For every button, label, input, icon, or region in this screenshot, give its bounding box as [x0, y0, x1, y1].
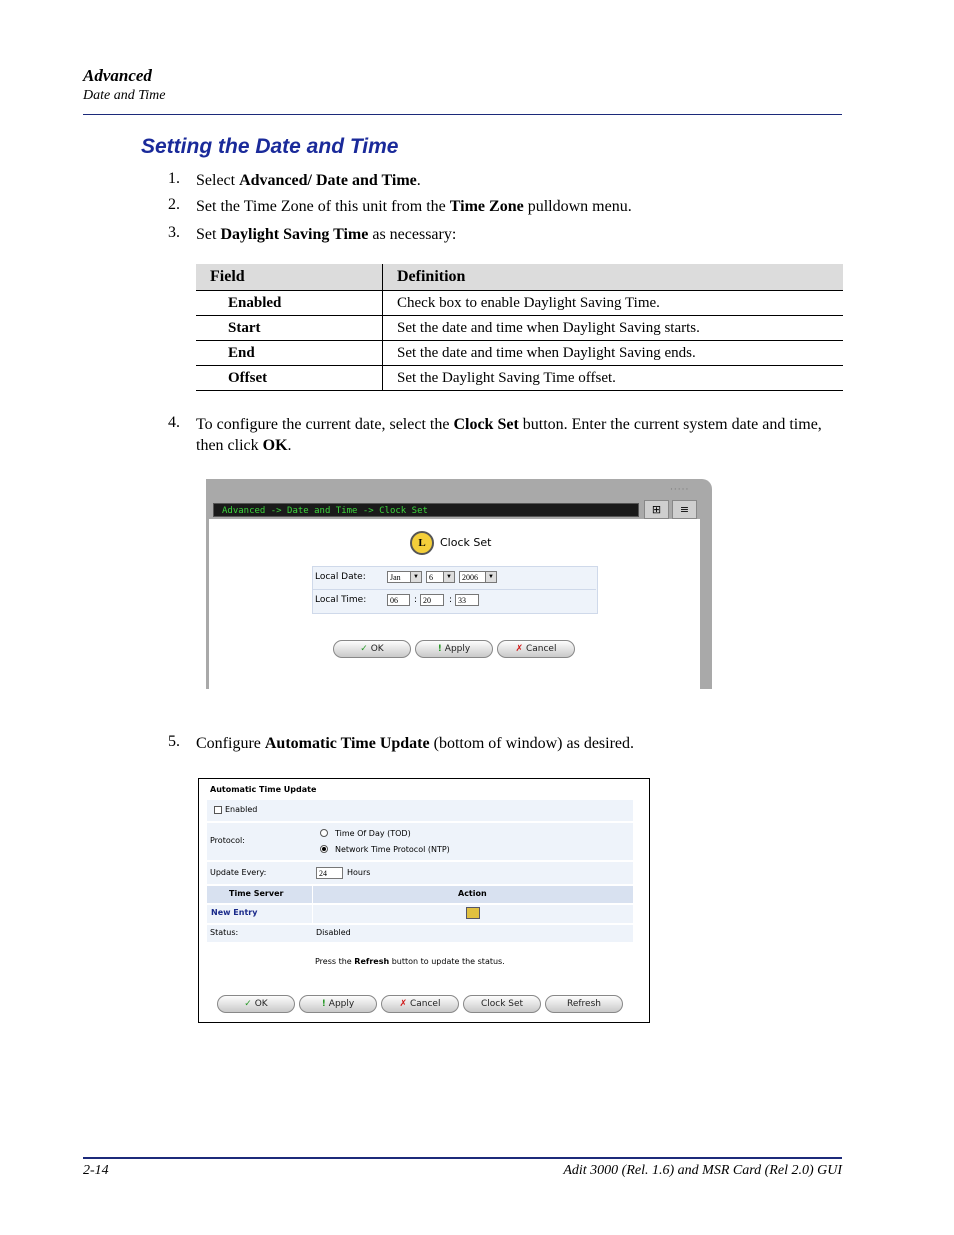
- clock-icon: L: [410, 531, 434, 555]
- status-row: [207, 925, 633, 942]
- form-divider: [312, 589, 596, 590]
- enabled-checkbox[interactable]: [214, 806, 222, 814]
- page-title: Setting the Date and Time: [141, 135, 399, 158]
- note-bold: Refresh: [354, 957, 390, 966]
- note-text: Press the: [315, 957, 355, 966]
- ntp-radio[interactable]: [320, 845, 328, 853]
- auto-update-heading: Automatic Time Update: [210, 785, 317, 794]
- apply-label: Apply: [328, 999, 355, 1009]
- enabled-row: [207, 800, 633, 821]
- step-bold: Advanced/ Date and Time: [239, 172, 417, 189]
- step-number: 1.: [168, 170, 180, 187]
- step-text: .: [287, 437, 292, 454]
- step-text: Configure: [196, 735, 265, 752]
- step-number: 4.: [168, 414, 180, 431]
- apply-button[interactable]: [299, 995, 377, 1013]
- step-number: 3.: [168, 224, 180, 241]
- add-entry-icon[interactable]: [466, 907, 480, 919]
- dst-definition-table: [196, 264, 843, 391]
- chevron-down-icon: ▼: [410, 572, 421, 582]
- step-5: [168, 733, 635, 752]
- x-icon: ✗: [399, 999, 408, 1009]
- update-every-input[interactable]: 24: [316, 867, 343, 879]
- step-text: (bottom of window) as desired.: [429, 735, 635, 752]
- field-name: End: [196, 341, 383, 366]
- table-row: [196, 366, 843, 391]
- page-number: 2-14: [83, 1163, 109, 1178]
- step-bold: Clock Set: [453, 416, 519, 433]
- section-subtitle: Date and Time: [83, 88, 166, 103]
- chevron-down-icon: ▼: [443, 572, 454, 582]
- day-value: 6: [429, 573, 433, 582]
- new-entry-link[interactable]: New Entry: [211, 908, 258, 917]
- ok-button[interactable]: [333, 640, 411, 658]
- refresh-note: [315, 957, 505, 966]
- year-select[interactable]: [459, 571, 497, 583]
- status-value: Disabled: [316, 928, 351, 937]
- ok-button[interactable]: [217, 995, 295, 1013]
- footer-rule: [83, 1157, 842, 1159]
- tod-radio[interactable]: [320, 829, 328, 837]
- field-definition: Set the Daylight Saving Time offset.: [383, 366, 844, 391]
- step-bold: Time Zone: [449, 198, 524, 215]
- cancel-button[interactable]: [381, 995, 459, 1013]
- breadcrumb: Advanced -> Date and Time -> Clock Set: [213, 503, 639, 517]
- protocol-row: [207, 823, 633, 860]
- status-label: Status:: [210, 928, 239, 937]
- check-icon: ✓: [244, 999, 252, 1009]
- column-header-field: Field: [196, 264, 383, 291]
- step-number: 5.: [168, 733, 180, 750]
- ok-label: OK: [370, 644, 384, 654]
- local-date-label: Local Date:: [315, 572, 366, 582]
- step-number: 2.: [168, 196, 180, 213]
- step-text: To configure the current date, select the: [196, 416, 454, 433]
- step-text: pulldown menu.: [523, 198, 632, 215]
- time-separator: :: [449, 595, 453, 605]
- step-3: [168, 224, 457, 243]
- year-value: 2006: [462, 573, 478, 582]
- cancel-label: Cancel: [525, 644, 557, 654]
- check-icon: ✓: [360, 644, 368, 654]
- enabled-label: Enabled: [225, 805, 258, 814]
- step-text: .: [416, 172, 421, 189]
- x-icon: ✗: [515, 644, 524, 654]
- chapter-title: Advanced: [83, 66, 152, 85]
- step-text: button. Enter the current system date and time, then click: [196, 416, 822, 454]
- time-separator: :: [414, 595, 418, 605]
- second-input[interactable]: 33: [455, 594, 479, 606]
- step-bold: OK: [262, 437, 288, 454]
- update-every-label: Update Every:: [210, 868, 267, 877]
- column-header-definition: Definition: [383, 264, 844, 291]
- field-name: Offset: [196, 366, 383, 391]
- refresh-button[interactable]: Refresh: [545, 995, 623, 1013]
- step-text: Select: [196, 172, 240, 189]
- step-2: [168, 196, 632, 215]
- column-header-time-server: Time Server: [229, 889, 284, 898]
- hours-label: Hours: [347, 868, 371, 877]
- clock-set-heading: Clock Set: [440, 536, 492, 549]
- month-select[interactable]: [387, 571, 422, 583]
- header-rule: [83, 114, 842, 115]
- step-bold: Automatic Time Update: [264, 735, 430, 752]
- column-header-action: Action: [458, 889, 487, 898]
- product-name: Adit 3000 (Rel. 1.6) and MSR Card (Rel 2.0) GUI: [563, 1163, 842, 1178]
- month-value: Jan: [390, 573, 401, 582]
- hour-input[interactable]: 06: [387, 594, 410, 606]
- exclamation-icon: !: [321, 999, 326, 1009]
- tod-label: Time Of Day (TOD): [335, 829, 411, 838]
- field-name: Start: [196, 316, 383, 341]
- minute-input[interactable]: 20: [420, 594, 444, 606]
- note-text: button to update the status.: [389, 957, 505, 966]
- exclamation-icon: !: [437, 644, 442, 654]
- ntp-label: Network Time Protocol (NTP): [335, 845, 450, 854]
- field-definition: Set the date and time when Daylight Saving ends.: [383, 341, 844, 366]
- day-select[interactable]: [426, 571, 455, 583]
- ok-label: OK: [254, 999, 268, 1009]
- table-row: [196, 316, 843, 341]
- window-grip-icon: ·····: [670, 485, 690, 495]
- chevron-down-icon: ▼: [485, 572, 496, 582]
- field-definition: Set the date and time when Daylight Saving starts.: [383, 316, 844, 341]
- update-every-row: [207, 862, 633, 884]
- step-text: Set: [196, 226, 221, 243]
- step-text: as necessary:: [368, 226, 457, 243]
- list-view-icon[interactable]: ≡: [672, 500, 697, 519]
- local-time-label: Local Time:: [315, 595, 367, 605]
- field-definition: Check box to enable Daylight Saving Time.: [383, 291, 844, 316]
- step-4: [168, 414, 822, 454]
- clock-set-button[interactable]: Clock Set: [463, 995, 541, 1013]
- protocol-label: Protocol:: [210, 836, 245, 845]
- table-row: [207, 905, 633, 923]
- network-map-icon[interactable]: ⊞: [644, 500, 669, 519]
- apply-label: Apply: [444, 644, 471, 654]
- step-text: Set the Time Zone of this unit from the: [196, 198, 450, 215]
- cancel-label: Cancel: [409, 999, 441, 1009]
- apply-button[interactable]: [415, 640, 493, 658]
- table-row: [196, 291, 843, 316]
- field-name: Enabled: [196, 291, 383, 316]
- cancel-button[interactable]: [497, 640, 575, 658]
- table-row: [196, 341, 843, 366]
- step-1: [168, 170, 421, 189]
- step-bold: Daylight Saving Time: [220, 226, 369, 243]
